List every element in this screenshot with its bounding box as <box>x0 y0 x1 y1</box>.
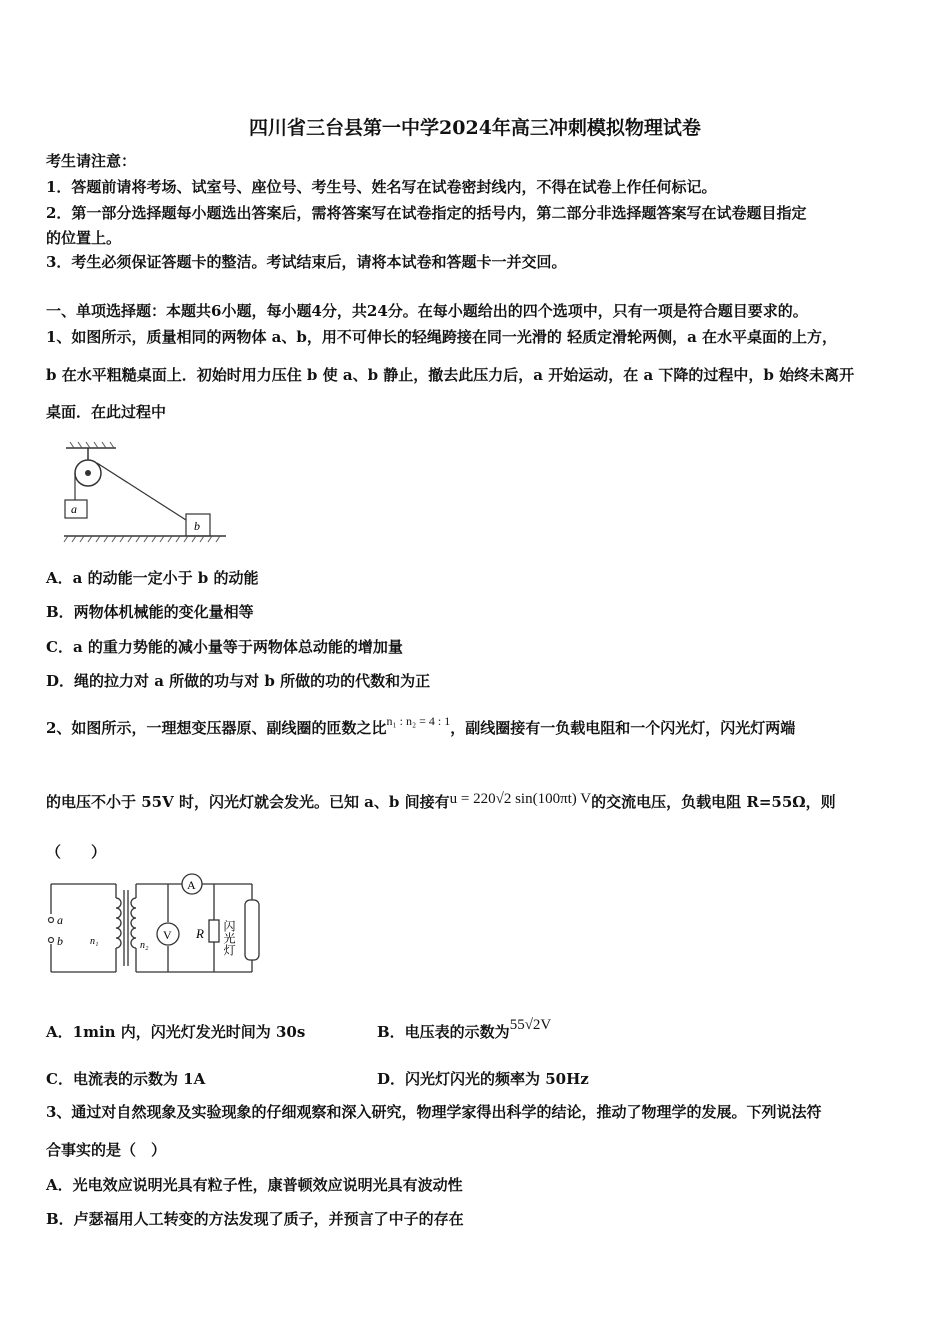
notice-item: 1．答题前请将考场、试室号、座位号、考生号、姓名写在试卷密封线内，不得在试卷上作任何标记。 <box>46 178 717 196</box>
ammeter-label: A <box>187 878 196 892</box>
option-d: D．闪光灯闪光的频率为 50Hz <box>377 1070 589 1088</box>
option-c: C．电流表的示数为 1A <box>46 1070 206 1088</box>
turns-ratio-formula: n₁ : n₂ = 4 : 1 <box>386 714 451 728</box>
question-3-text: 3、通过对自然现象及实验现象的仔细观察和深入研究，物理学家得出科学的结论，推动了物理学的发展。下列说法符 <box>46 1103 822 1121</box>
option-d: D．绳的拉力对 a 所做的功与对 b 所做的功的代数和为正 <box>46 672 431 690</box>
option-c: C．a 的重力势能的减小量等于两物体总动能的增加量 <box>46 638 403 656</box>
option-b: B．电压表的示数为55√2V <box>377 1017 552 1041</box>
n2-label: n₂ <box>140 940 149 951</box>
exam-title: 四川省三台县第一中学2024年高三冲刺模拟物理试卷 <box>249 117 701 139</box>
voltmeter-label: V <box>163 928 172 942</box>
option-a: A．a 的动能一定小于 b 的动能 <box>46 569 259 587</box>
voltage-reading-formula: 55√2V <box>509 1017 552 1033</box>
figure-label-a: a <box>71 502 77 516</box>
option-a: A．1min 内，闪光灯发光时间为 30s <box>46 1023 306 1041</box>
pulley-figure <box>60 440 230 550</box>
resistor-label: R <box>196 926 204 941</box>
answer-bracket: （ ） <box>46 843 107 861</box>
option-b: B．卢瑟福用人工转变的方法发现了质子，并预言了中子的存在 <box>46 1210 464 1228</box>
terminal-b-label: b <box>57 934 63 948</box>
lamp-label: 闪光灯 <box>222 920 236 956</box>
question-1-text: b 在水平粗糙桌面上．初始时用力压住 b 使 a、b 静止，撤去此压力后，a 开始运动，在 a 下降的过程中，b 始终未离开 <box>46 366 855 384</box>
notice-item: 3．考生必须保证答题卡的整洁。考试结束后，请将本试卷和答题卡一并交回。 <box>46 253 567 271</box>
terminal-a-label: a <box>57 913 63 927</box>
figure-label-b: b <box>194 519 200 533</box>
voltage-formula: u = 220√2 sin(100πt) V <box>449 791 592 807</box>
question-1-text: 1、如图所示，质量相同的两物体 a、b，用不可伸长的轻绳跨接在同一光滑的 轻质定滑轮两侧，a 在水平桌面的上方， <box>46 328 838 346</box>
notice-item: 2．第一部分选择题每小题选出答案后，需将答案写在试卷指定的括号内，第二部分非选择题答案写在试卷题目指定 <box>46 204 807 222</box>
option-b: B．两物体机械能的变化量相等 <box>46 603 254 621</box>
transformer-circuit-figure <box>46 870 266 978</box>
section-heading: 一、单项选择题：本题共6小题，每小题4分，共24分。在每小题给出的四个选项中，只有一项是符合题目要求的。 <box>46 302 808 320</box>
question-2-text: 的电压不小于 55V 时，闪光灯就会发光。已知 a、b 间接有u = 220√2 sin(100πt) V的交流电压，负载电阻 R=55Ω，则 <box>46 791 836 811</box>
n1-label: n₁ <box>90 936 99 947</box>
question-3-text: 合事实的是（ ） <box>46 1141 167 1159</box>
question-2-text: 2、如图所示，一理想变压器原、副线圈的匝数之比$^{n_1 : n_2 = 4 : 1}$，副线圈接有一负载电阻和一个闪光灯，闪光灯两端 <box>46 714 796 737</box>
notice-heading: 考生请注意： <box>46 152 137 170</box>
notice-item: 的位置上。 <box>46 229 122 247</box>
option-a: A．光电效应说明光具有粒子性，康普顿效应说明光具有波动性 <box>46 1176 463 1194</box>
question-1-text: 桌面．在此过程中 <box>46 403 167 421</box>
